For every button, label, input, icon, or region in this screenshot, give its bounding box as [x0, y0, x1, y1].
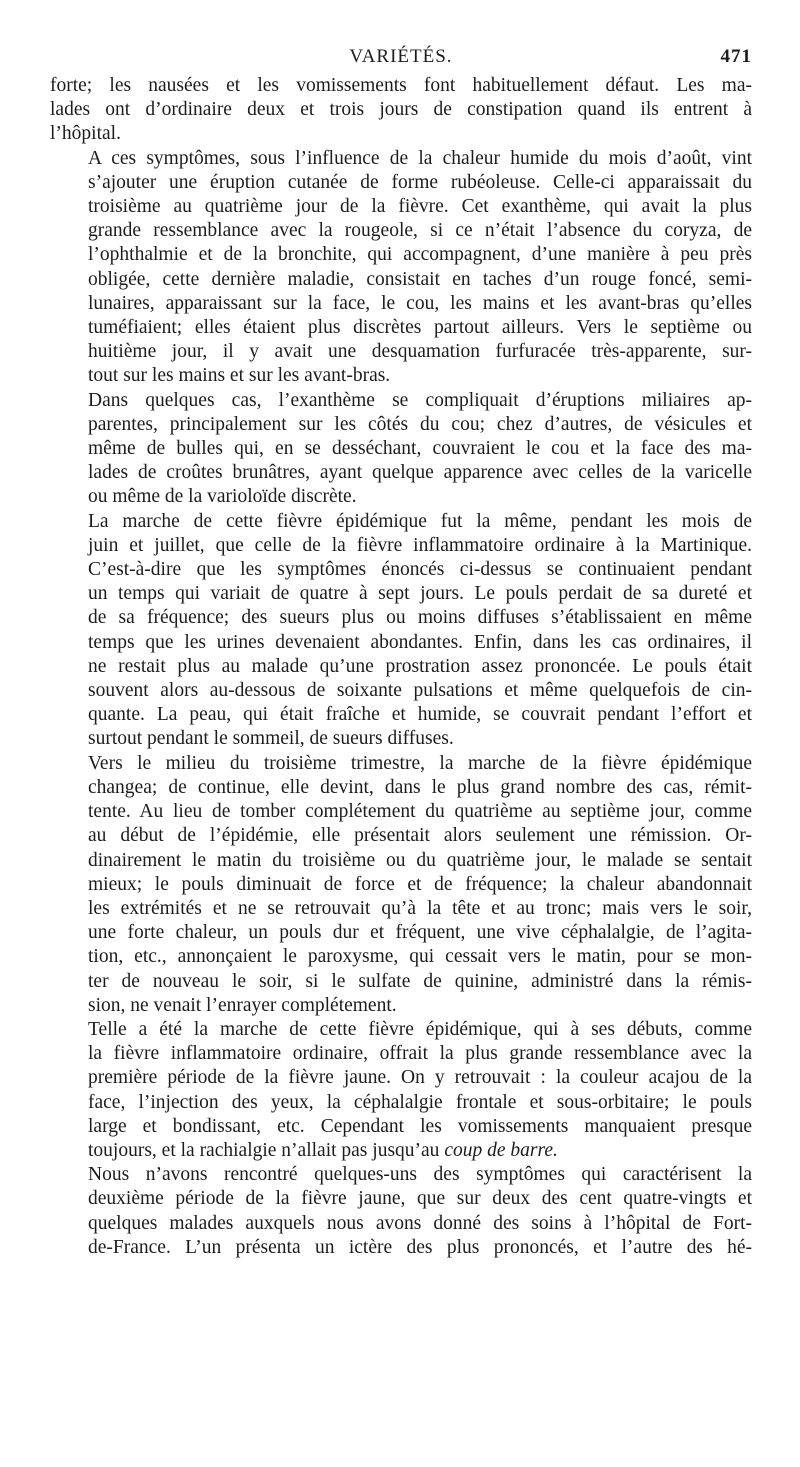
- text-line: Dans quelques cas, l’exanthème se compliquait d’éruptions miliaires ap-: [88, 389, 752, 411]
- text-line: quelques malades auxquels nous avons donné des soins à l’hôpital de Fort-: [88, 1212, 752, 1234]
- page: [50, 40, 752, 1260]
- paragraph: [50, 1163, 752, 1260]
- text-line: Vers le milieu du troisième trimestre, la marche de la fièvre épidémique: [88, 752, 752, 774]
- text-line: [50, 1139, 752, 1163]
- running-header: [50, 40, 752, 74]
- text-line: face, l’injection des yeux, la céphalalgie frontale et sous-orbitaire; le pouls: [88, 1091, 752, 1113]
- paragraph: [50, 389, 752, 510]
- text-line: ou même de la varioloïde discrète.: [88, 486, 357, 508]
- text-line: tout sur les mains et sur les avant-bras.: [88, 365, 391, 387]
- text-line: les extrémités et ne se retrouvait qu’à la tête et au tronc; mais vers le soir,: [88, 897, 752, 919]
- text-line: troisième au quatrième jour de la fièvre. Cet exanthème, qui avait la plus: [88, 196, 752, 218]
- text-line: tente. Au lieu de tomber complétement du quatrième au septième jour, comme: [88, 801, 752, 823]
- text-line: A ces symptômes, sous l’influence de la chaleur humide du mois d’août, vint: [88, 147, 752, 169]
- text-line: au début de l’épidémie, elle présentait alors seulement une rémission. Or-: [88, 825, 752, 847]
- text-line: sion, ne venait l’enrayer complétement.: [88, 994, 397, 1016]
- text-line: tion, etc., annonçaient le paroxysme, qui cessait vers le matin, pour se mon-: [88, 946, 752, 968]
- text-line: de-France. L’un présenta un ictère des plus prononcés, et l’autre des hé-: [88, 1236, 752, 1258]
- text-line: un temps qui variait de quatre à sept jours. Le pouls perdait de sa dureté et: [88, 583, 752, 605]
- text-line: grande ressemblance avec la rougeole, si ce n’était l’absence du coryza, de: [88, 220, 752, 242]
- text-line: lunaires, apparaissant sur la face, le cou, les mains et les avant-bras qu’elles: [88, 292, 752, 314]
- text-line: ne restait plus au malade qu’une prostration assez prononcée. Le pouls était: [88, 655, 752, 677]
- text-line: une forte chaleur, un pouls dur et fréquent, une vive céphalalgie, de l’agita-: [88, 922, 752, 944]
- text-line: changea; de continue, elle devint, dans le plus grand nombre des cas, rémit-: [88, 776, 752, 798]
- text-line: obligée, cette dernière maladie, consistait en taches d’un rouge foncé, semi-: [88, 268, 752, 290]
- text-line: forte; les nausées et les vomissements font habituellement défaut. Les ma-: [50, 75, 752, 96]
- text-line: large et bondissant, etc. Cependant les vomissements manquaient presque: [88, 1115, 752, 1137]
- text-line: mieux; le pouls diminuait de force et de fréquence; la chaleur abandonnait: [88, 873, 752, 895]
- text-line: surtout pendant le sommeil, de sueurs diffuses.: [88, 728, 454, 750]
- text-line: tuméfiaient; elles étaient plus discrètes partout ailleurs. Vers le septième ou: [88, 317, 752, 339]
- text-line: Telle a été la marche de cette fièvre épidémique, qui à ses débuts, comme: [88, 1018, 752, 1040]
- text-line: lades ont d’ordinaire deux et trois jours de constipation quand ils entrent à: [50, 99, 752, 121]
- paragraph: [50, 752, 752, 1018]
- text-line: C’est-à-dire que les symptômes énoncés ci-dessus se continuaient pendant: [88, 559, 752, 581]
- text-line: l’ophthalmie et de la bronchite, qui accompagnent, d’une manière à peu près: [88, 244, 752, 266]
- text-line: première période de la fièvre jaune. On y retrouvait : la couleur acajou de la: [88, 1067, 752, 1089]
- text-line: deuxième période de la fièvre jaune, que sur deux des cent quatre-vingts et: [88, 1188, 752, 1210]
- text-line: quante. La peau, qui était fraîche et humide, se couvrait pendant l’effort et: [88, 704, 752, 726]
- text-line: souvent alors au-dessous de soixante pulsations et même quelquefois de cin-: [88, 680, 752, 702]
- text-line: de sa fréquence; des sueurs plus ou moins diffuses s’établissaient en même: [88, 607, 752, 629]
- text-line: temps que les urines devenaient abondantes. Enfin, dans les cas ordinaires, il: [88, 631, 752, 653]
- text-line: La marche de cette fièvre épidémique fut la même, pendant les mois de: [88, 510, 752, 532]
- paragraph: [50, 74, 752, 147]
- paragraph: [50, 510, 752, 752]
- text-line: huitième jour, il y avait une desquamation furfuracée très-apparente, sur-: [88, 341, 752, 363]
- running-title: VARIÉTÉS.: [349, 46, 453, 67]
- text-run: toujours, et la rachialgie n’allait pas jusqu’au: [88, 1139, 445, 1161]
- paragraph: [50, 147, 752, 389]
- text-line: ter de nouveau le soir, si le sulfate de quinine, administré dans la rémis-: [88, 970, 752, 992]
- text-line: parentes, principalement sur les côtés du cou; chez d’autres, de vésicules et: [88, 413, 752, 435]
- italic-phrase: coup de barre.: [444, 1139, 558, 1161]
- text-line: l’hôpital.: [50, 123, 121, 145]
- body-text: [50, 74, 752, 1260]
- text-line: lades de croûtes brunâtres, ayant quelque apparence avec celles de la varicelle: [88, 462, 752, 484]
- paragraph: [50, 1018, 752, 1163]
- text-line: juin et juillet, que celle de la fièvre inflammatoire ordinaire à la Martinique.: [88, 534, 752, 556]
- text-line: Nous n’avons rencontré quelques-uns des symptômes qui caractérisent la: [88, 1164, 752, 1186]
- text-line: la fièvre inflammatoire ordinaire, offrait la plus grande ressemblance avec la: [88, 1043, 752, 1065]
- text-line: s’ajouter une éruption cutanée de forme rubéoleuse. Celle-ci apparaissait du: [88, 171, 752, 193]
- page-number: 471: [720, 46, 752, 67]
- text-line: même de bulles qui, en se desséchant, couvraient le cou et la face des ma-: [88, 438, 752, 460]
- text-line: dinairement le matin du troisième ou du quatrième jour, le malade se sentait: [88, 849, 752, 871]
